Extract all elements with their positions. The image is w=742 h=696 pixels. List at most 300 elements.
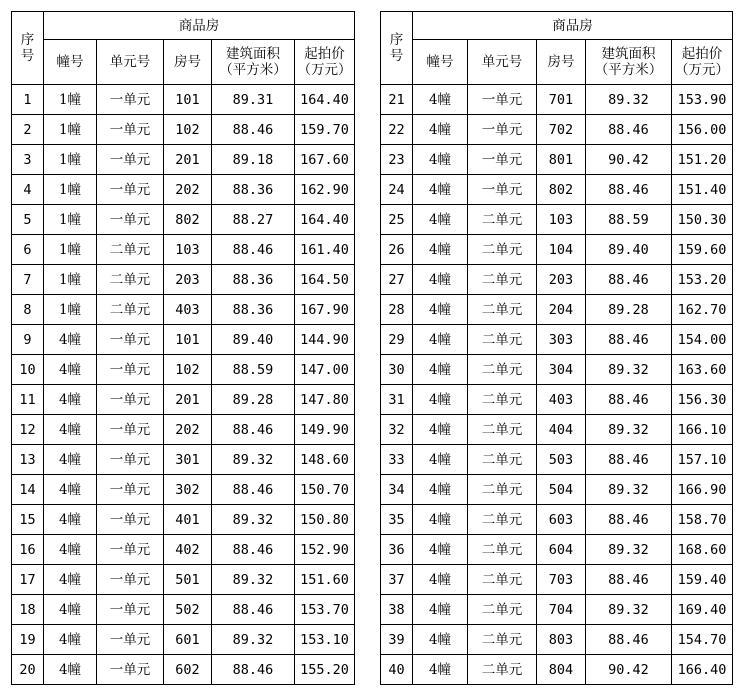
cell-area: 89.32 — [586, 415, 672, 445]
header-area-line2: （平方米） — [219, 62, 287, 78]
cell-building: 4幢 — [413, 145, 468, 175]
cell-building: 4幢 — [44, 415, 97, 445]
cell-index: 3 — [12, 145, 44, 175]
cell-room: 602 — [164, 655, 212, 685]
cell-area: 88.46 — [212, 535, 295, 565]
cell-price: 151.20 — [672, 145, 733, 175]
cell-room: 102 — [164, 355, 212, 385]
cell-unit: 二单元 — [97, 295, 164, 325]
cell-area: 88.59 — [212, 355, 295, 385]
table-row — [381, 235, 733, 265]
cell-building: 4幢 — [413, 565, 468, 595]
table-row — [12, 565, 355, 595]
cell-area: 88.46 — [586, 445, 672, 475]
cell-area: 88.46 — [586, 505, 672, 535]
cell-price: 150.70 — [295, 475, 355, 505]
cell-room: 201 — [164, 145, 212, 175]
cell-room: 304 — [537, 355, 586, 385]
cell-index: 12 — [12, 415, 44, 445]
cell-price: 154.00 — [672, 325, 733, 355]
cell-index: 9 — [12, 325, 44, 355]
cell-area: 88.59 — [586, 205, 672, 235]
cell-room: 101 — [164, 325, 212, 355]
cell-room: 802 — [164, 205, 212, 235]
cell-area: 88.46 — [586, 325, 672, 355]
cell-building: 1幢 — [44, 265, 97, 295]
cell-unit: 一单元 — [97, 595, 164, 625]
table-row — [381, 355, 733, 385]
cell-room: 603 — [537, 505, 586, 535]
table-row — [381, 265, 733, 295]
table-row — [12, 475, 355, 505]
cell-price: 154.70 — [672, 625, 733, 655]
table-row — [12, 85, 355, 115]
cell-area: 88.46 — [212, 115, 295, 145]
cell-price: 150.80 — [295, 505, 355, 535]
cell-room: 203 — [164, 265, 212, 295]
cell-room: 704 — [537, 595, 586, 625]
table-row — [12, 385, 355, 415]
header-area — [212, 40, 295, 85]
cell-unit: 一单元 — [97, 115, 164, 145]
cell-room: 802 — [537, 175, 586, 205]
cell-area: 89.31 — [212, 85, 295, 115]
cell-unit: 二单元 — [468, 265, 537, 295]
cell-building: 4幢 — [44, 475, 97, 505]
cell-room: 702 — [537, 115, 586, 145]
table-row — [12, 295, 355, 325]
cell-room: 804 — [537, 655, 586, 685]
cell-building: 4幢 — [413, 205, 468, 235]
cell-price: 166.10 — [672, 415, 733, 445]
cell-room: 504 — [537, 475, 586, 505]
cell-unit: 二单元 — [468, 535, 537, 565]
header-price — [672, 40, 733, 85]
cell-building: 4幢 — [413, 355, 468, 385]
cell-building: 4幢 — [44, 385, 97, 415]
cell-index: 19 — [12, 625, 44, 655]
table-row — [12, 415, 355, 445]
cell-room: 301 — [164, 445, 212, 475]
cell-building: 4幢 — [413, 655, 468, 685]
cell-price: 159.40 — [672, 565, 733, 595]
cell-unit: 一单元 — [97, 355, 164, 385]
cell-area: 88.46 — [586, 625, 672, 655]
cell-unit: 二单元 — [468, 385, 537, 415]
cell-price: 153.20 — [672, 265, 733, 295]
cell-index: 27 — [381, 265, 413, 295]
cell-area: 89.40 — [586, 235, 672, 265]
cell-index: 4 — [12, 175, 44, 205]
cell-room: 202 — [164, 415, 212, 445]
cell-area: 89.28 — [212, 385, 295, 415]
header-index — [381, 12, 413, 85]
cell-index: 35 — [381, 505, 413, 535]
cell-area: 88.46 — [212, 415, 295, 445]
cell-area: 88.36 — [212, 265, 295, 295]
cell-room: 101 — [164, 85, 212, 115]
cell-index: 16 — [12, 535, 44, 565]
cell-index: 10 — [12, 355, 44, 385]
cell-room: 501 — [164, 565, 212, 595]
cell-index: 32 — [381, 415, 413, 445]
cell-index: 18 — [12, 595, 44, 625]
cell-index: 17 — [12, 565, 44, 595]
cell-area: 88.46 — [212, 655, 295, 685]
cell-building: 4幢 — [44, 445, 97, 475]
cell-index: 14 — [12, 475, 44, 505]
table-row — [12, 505, 355, 535]
cell-unit: 一单元 — [97, 145, 164, 175]
cell-index: 8 — [12, 295, 44, 325]
table-row — [381, 535, 733, 565]
cell-unit: 一单元 — [97, 415, 164, 445]
header-room: 房号 — [537, 40, 586, 85]
cell-unit: 一单元 — [468, 85, 537, 115]
cell-index: 11 — [12, 385, 44, 415]
cell-area: 89.28 — [586, 295, 672, 325]
auction-table-right — [380, 11, 733, 685]
cell-room: 803 — [537, 625, 586, 655]
cell-unit: 一单元 — [97, 505, 164, 535]
header-price-line1: 起拍价 — [681, 46, 723, 62]
table-row — [381, 325, 733, 355]
cell-building: 4幢 — [413, 235, 468, 265]
cell-index: 38 — [381, 595, 413, 625]
cell-price: 147.00 — [295, 355, 355, 385]
table-row — [12, 325, 355, 355]
cell-building: 4幢 — [413, 295, 468, 325]
table-row — [381, 445, 733, 475]
table-row — [381, 475, 733, 505]
cell-unit: 二单元 — [468, 325, 537, 355]
cell-price: 155.20 — [295, 655, 355, 685]
cell-building: 4幢 — [413, 445, 468, 475]
cell-index: 33 — [381, 445, 413, 475]
cell-building: 1幢 — [44, 145, 97, 175]
cell-building: 1幢 — [44, 235, 97, 265]
table-row — [12, 145, 355, 175]
cell-index: 5 — [12, 205, 44, 235]
cell-area: 89.32 — [586, 85, 672, 115]
header-price-line1: 起拍价 — [304, 46, 345, 62]
cell-price: 156.30 — [672, 385, 733, 415]
cell-price: 164.40 — [295, 205, 355, 235]
header-area-line1: 建筑面积 — [226, 46, 280, 62]
cell-room: 703 — [537, 565, 586, 595]
cell-index: 34 — [381, 475, 413, 505]
cell-building: 1幢 — [44, 85, 97, 115]
table-row — [381, 655, 733, 685]
cell-area: 89.40 — [212, 325, 295, 355]
cell-price: 156.00 — [672, 115, 733, 145]
cell-room: 401 — [164, 505, 212, 535]
cell-price: 153.10 — [295, 625, 355, 655]
header-price-line2: （万元） — [675, 62, 729, 78]
table-row — [381, 295, 733, 325]
cell-price: 159.60 — [672, 235, 733, 265]
cell-area: 88.46 — [212, 235, 295, 265]
cell-area: 89.32 — [212, 445, 295, 475]
cell-area: 88.46 — [586, 265, 672, 295]
cell-building: 4幢 — [44, 535, 97, 565]
cell-room: 302 — [164, 475, 212, 505]
cell-price: 164.50 — [295, 265, 355, 295]
cell-unit: 一单元 — [97, 205, 164, 235]
cell-building: 4幢 — [44, 655, 97, 685]
cell-unit: 一单元 — [97, 535, 164, 565]
cell-price: 153.90 — [672, 85, 733, 115]
cell-price: 167.90 — [295, 295, 355, 325]
header-area-line2: （平方米） — [594, 62, 663, 78]
cell-unit: 二单元 — [468, 205, 537, 235]
cell-building: 4幢 — [413, 625, 468, 655]
cell-price: 167.60 — [295, 145, 355, 175]
table-row — [381, 145, 733, 175]
cell-price: 149.90 — [295, 415, 355, 445]
cell-index: 2 — [12, 115, 44, 145]
table-row — [381, 625, 733, 655]
cell-area: 89.32 — [586, 595, 672, 625]
cell-unit: 二单元 — [468, 355, 537, 385]
header-price-line2: （万元） — [297, 62, 352, 78]
cell-index: 31 — [381, 385, 413, 415]
cell-room: 204 — [537, 295, 586, 325]
header-unit: 单元号 — [468, 40, 537, 85]
cell-room: 104 — [537, 235, 586, 265]
cell-unit: 二单元 — [468, 505, 537, 535]
cell-area: 88.46 — [586, 565, 672, 595]
cell-price: 162.90 — [295, 175, 355, 205]
cell-area: 88.46 — [212, 595, 295, 625]
cell-building: 4幢 — [413, 385, 468, 415]
header-group: 商品房 — [44, 12, 355, 40]
header-unit: 单元号 — [97, 40, 164, 85]
cell-room: 203 — [537, 265, 586, 295]
header-price — [295, 40, 355, 85]
table-row — [12, 265, 355, 295]
header-building: 幢号 — [413, 40, 468, 85]
cell-price: 153.70 — [295, 595, 355, 625]
cell-unit: 一单元 — [97, 625, 164, 655]
cell-room: 303 — [537, 325, 586, 355]
cell-unit: 二单元 — [468, 295, 537, 325]
cell-building: 4幢 — [413, 535, 468, 565]
cell-index: 37 — [381, 565, 413, 595]
table-row — [381, 595, 733, 625]
cell-area: 88.46 — [586, 115, 672, 145]
cell-room: 403 — [537, 385, 586, 415]
table-row — [12, 235, 355, 265]
cell-area: 89.32 — [586, 355, 672, 385]
cell-index: 39 — [381, 625, 413, 655]
cell-unit: 二单元 — [468, 565, 537, 595]
cell-room: 103 — [164, 235, 212, 265]
cell-index: 36 — [381, 535, 413, 565]
cell-price: 147.80 — [295, 385, 355, 415]
header-index-line2: 号 — [20, 48, 35, 64]
cell-price: 144.90 — [295, 325, 355, 355]
cell-building: 4幢 — [44, 625, 97, 655]
cell-unit: 一单元 — [97, 325, 164, 355]
cell-price: 166.90 — [672, 475, 733, 505]
cell-area: 89.32 — [586, 475, 672, 505]
cell-building: 4幢 — [413, 595, 468, 625]
cell-room: 403 — [164, 295, 212, 325]
cell-unit: 一单元 — [468, 145, 537, 175]
cell-area: 88.46 — [586, 175, 672, 205]
cell-price: 157.10 — [672, 445, 733, 475]
cell-room: 402 — [164, 535, 212, 565]
cell-unit: 一单元 — [97, 565, 164, 595]
cell-room: 503 — [537, 445, 586, 475]
cell-index: 21 — [381, 85, 413, 115]
cell-area: 88.27 — [212, 205, 295, 235]
cell-room: 502 — [164, 595, 212, 625]
cell-price: 159.70 — [295, 115, 355, 145]
cell-price: 161.40 — [295, 235, 355, 265]
cell-area: 89.32 — [212, 565, 295, 595]
cell-unit: 二单元 — [468, 445, 537, 475]
cell-unit: 二单元 — [468, 595, 537, 625]
table-row — [381, 115, 733, 145]
cell-index: 29 — [381, 325, 413, 355]
cell-index: 13 — [12, 445, 44, 475]
table-row — [381, 565, 733, 595]
cell-price: 150.30 — [672, 205, 733, 235]
cell-unit: 二单元 — [97, 265, 164, 295]
table-row — [12, 595, 355, 625]
cell-price: 163.60 — [672, 355, 733, 385]
cell-index: 40 — [381, 655, 413, 685]
header-index — [12, 12, 44, 85]
cell-room: 103 — [537, 205, 586, 235]
cell-building: 4幢 — [413, 475, 468, 505]
cell-unit: 二单元 — [468, 415, 537, 445]
cell-unit: 二单元 — [468, 625, 537, 655]
table-row — [12, 355, 355, 385]
cell-price: 169.40 — [672, 595, 733, 625]
cell-price: 158.70 — [672, 505, 733, 535]
cell-price: 148.60 — [295, 445, 355, 475]
header-area — [586, 40, 672, 85]
cell-room: 102 — [164, 115, 212, 145]
cell-area: 88.36 — [212, 295, 295, 325]
cell-building: 1幢 — [44, 115, 97, 145]
cell-unit: 一单元 — [468, 115, 537, 145]
cell-unit: 一单元 — [97, 445, 164, 475]
cell-unit: 一单元 — [468, 175, 537, 205]
cell-building: 4幢 — [44, 565, 97, 595]
cell-index: 7 — [12, 265, 44, 295]
header-index-line1: 序 — [389, 32, 404, 48]
cell-area: 88.46 — [586, 385, 672, 415]
cell-building: 4幢 — [413, 505, 468, 535]
cell-index: 30 — [381, 355, 413, 385]
header-area-line1: 建筑面积 — [601, 46, 656, 62]
cell-unit: 二单元 — [468, 655, 537, 685]
cell-room: 202 — [164, 175, 212, 205]
cell-building: 1幢 — [44, 175, 97, 205]
cell-index: 26 — [381, 235, 413, 265]
cell-building: 4幢 — [44, 505, 97, 535]
cell-building: 4幢 — [44, 595, 97, 625]
cell-room: 601 — [164, 625, 212, 655]
table-row — [381, 175, 733, 205]
cell-unit: 一单元 — [97, 655, 164, 685]
cell-index: 24 — [381, 175, 413, 205]
cell-index: 25 — [381, 205, 413, 235]
cell-building: 4幢 — [44, 325, 97, 355]
header-group: 商品房 — [413, 12, 733, 40]
cell-room: 801 — [537, 145, 586, 175]
cell-building: 4幢 — [413, 115, 468, 145]
cell-index: 20 — [12, 655, 44, 685]
cell-index: 15 — [12, 505, 44, 535]
cell-price: 152.90 — [295, 535, 355, 565]
cell-area: 89.32 — [586, 535, 672, 565]
table-row — [381, 505, 733, 535]
cell-unit: 一单元 — [97, 175, 164, 205]
cell-index: 6 — [12, 235, 44, 265]
table-row — [381, 205, 733, 235]
cell-building: 4幢 — [44, 355, 97, 385]
table-row — [381, 415, 733, 445]
header-index-line1: 序 — [20, 32, 35, 48]
table-row — [12, 655, 355, 685]
cell-area: 90.42 — [586, 145, 672, 175]
header-index-line2: 号 — [389, 48, 404, 64]
cell-room: 201 — [164, 385, 212, 415]
header-building: 幢号 — [44, 40, 97, 85]
cell-building: 4幢 — [413, 415, 468, 445]
cell-price: 168.60 — [672, 535, 733, 565]
table-row — [12, 625, 355, 655]
cell-area: 89.32 — [212, 625, 295, 655]
cell-building: 4幢 — [413, 175, 468, 205]
cell-area: 89.32 — [212, 505, 295, 535]
cell-area: 88.46 — [212, 475, 295, 505]
cell-building: 1幢 — [44, 205, 97, 235]
table-row — [12, 175, 355, 205]
table-row — [12, 535, 355, 565]
cell-unit: 一单元 — [97, 85, 164, 115]
cell-area: 90.42 — [586, 655, 672, 685]
cell-price: 151.40 — [672, 175, 733, 205]
cell-index: 23 — [381, 145, 413, 175]
cell-room: 604 — [537, 535, 586, 565]
table-row — [381, 85, 733, 115]
cell-unit: 二单元 — [468, 475, 537, 505]
cell-unit: 一单元 — [97, 475, 164, 505]
table-row — [12, 445, 355, 475]
cell-building: 1幢 — [44, 295, 97, 325]
cell-room: 404 — [537, 415, 586, 445]
cell-price: 151.60 — [295, 565, 355, 595]
table-row — [381, 385, 733, 415]
cell-price: 162.70 — [672, 295, 733, 325]
cell-price: 166.40 — [672, 655, 733, 685]
table-row — [12, 115, 355, 145]
cell-area: 89.18 — [212, 145, 295, 175]
cell-room: 701 — [537, 85, 586, 115]
header-room: 房号 — [164, 40, 212, 85]
table-row — [12, 205, 355, 235]
cell-price: 164.40 — [295, 85, 355, 115]
cell-unit: 一单元 — [97, 385, 164, 415]
cell-unit: 二单元 — [468, 235, 537, 265]
cell-building: 4幢 — [413, 325, 468, 355]
